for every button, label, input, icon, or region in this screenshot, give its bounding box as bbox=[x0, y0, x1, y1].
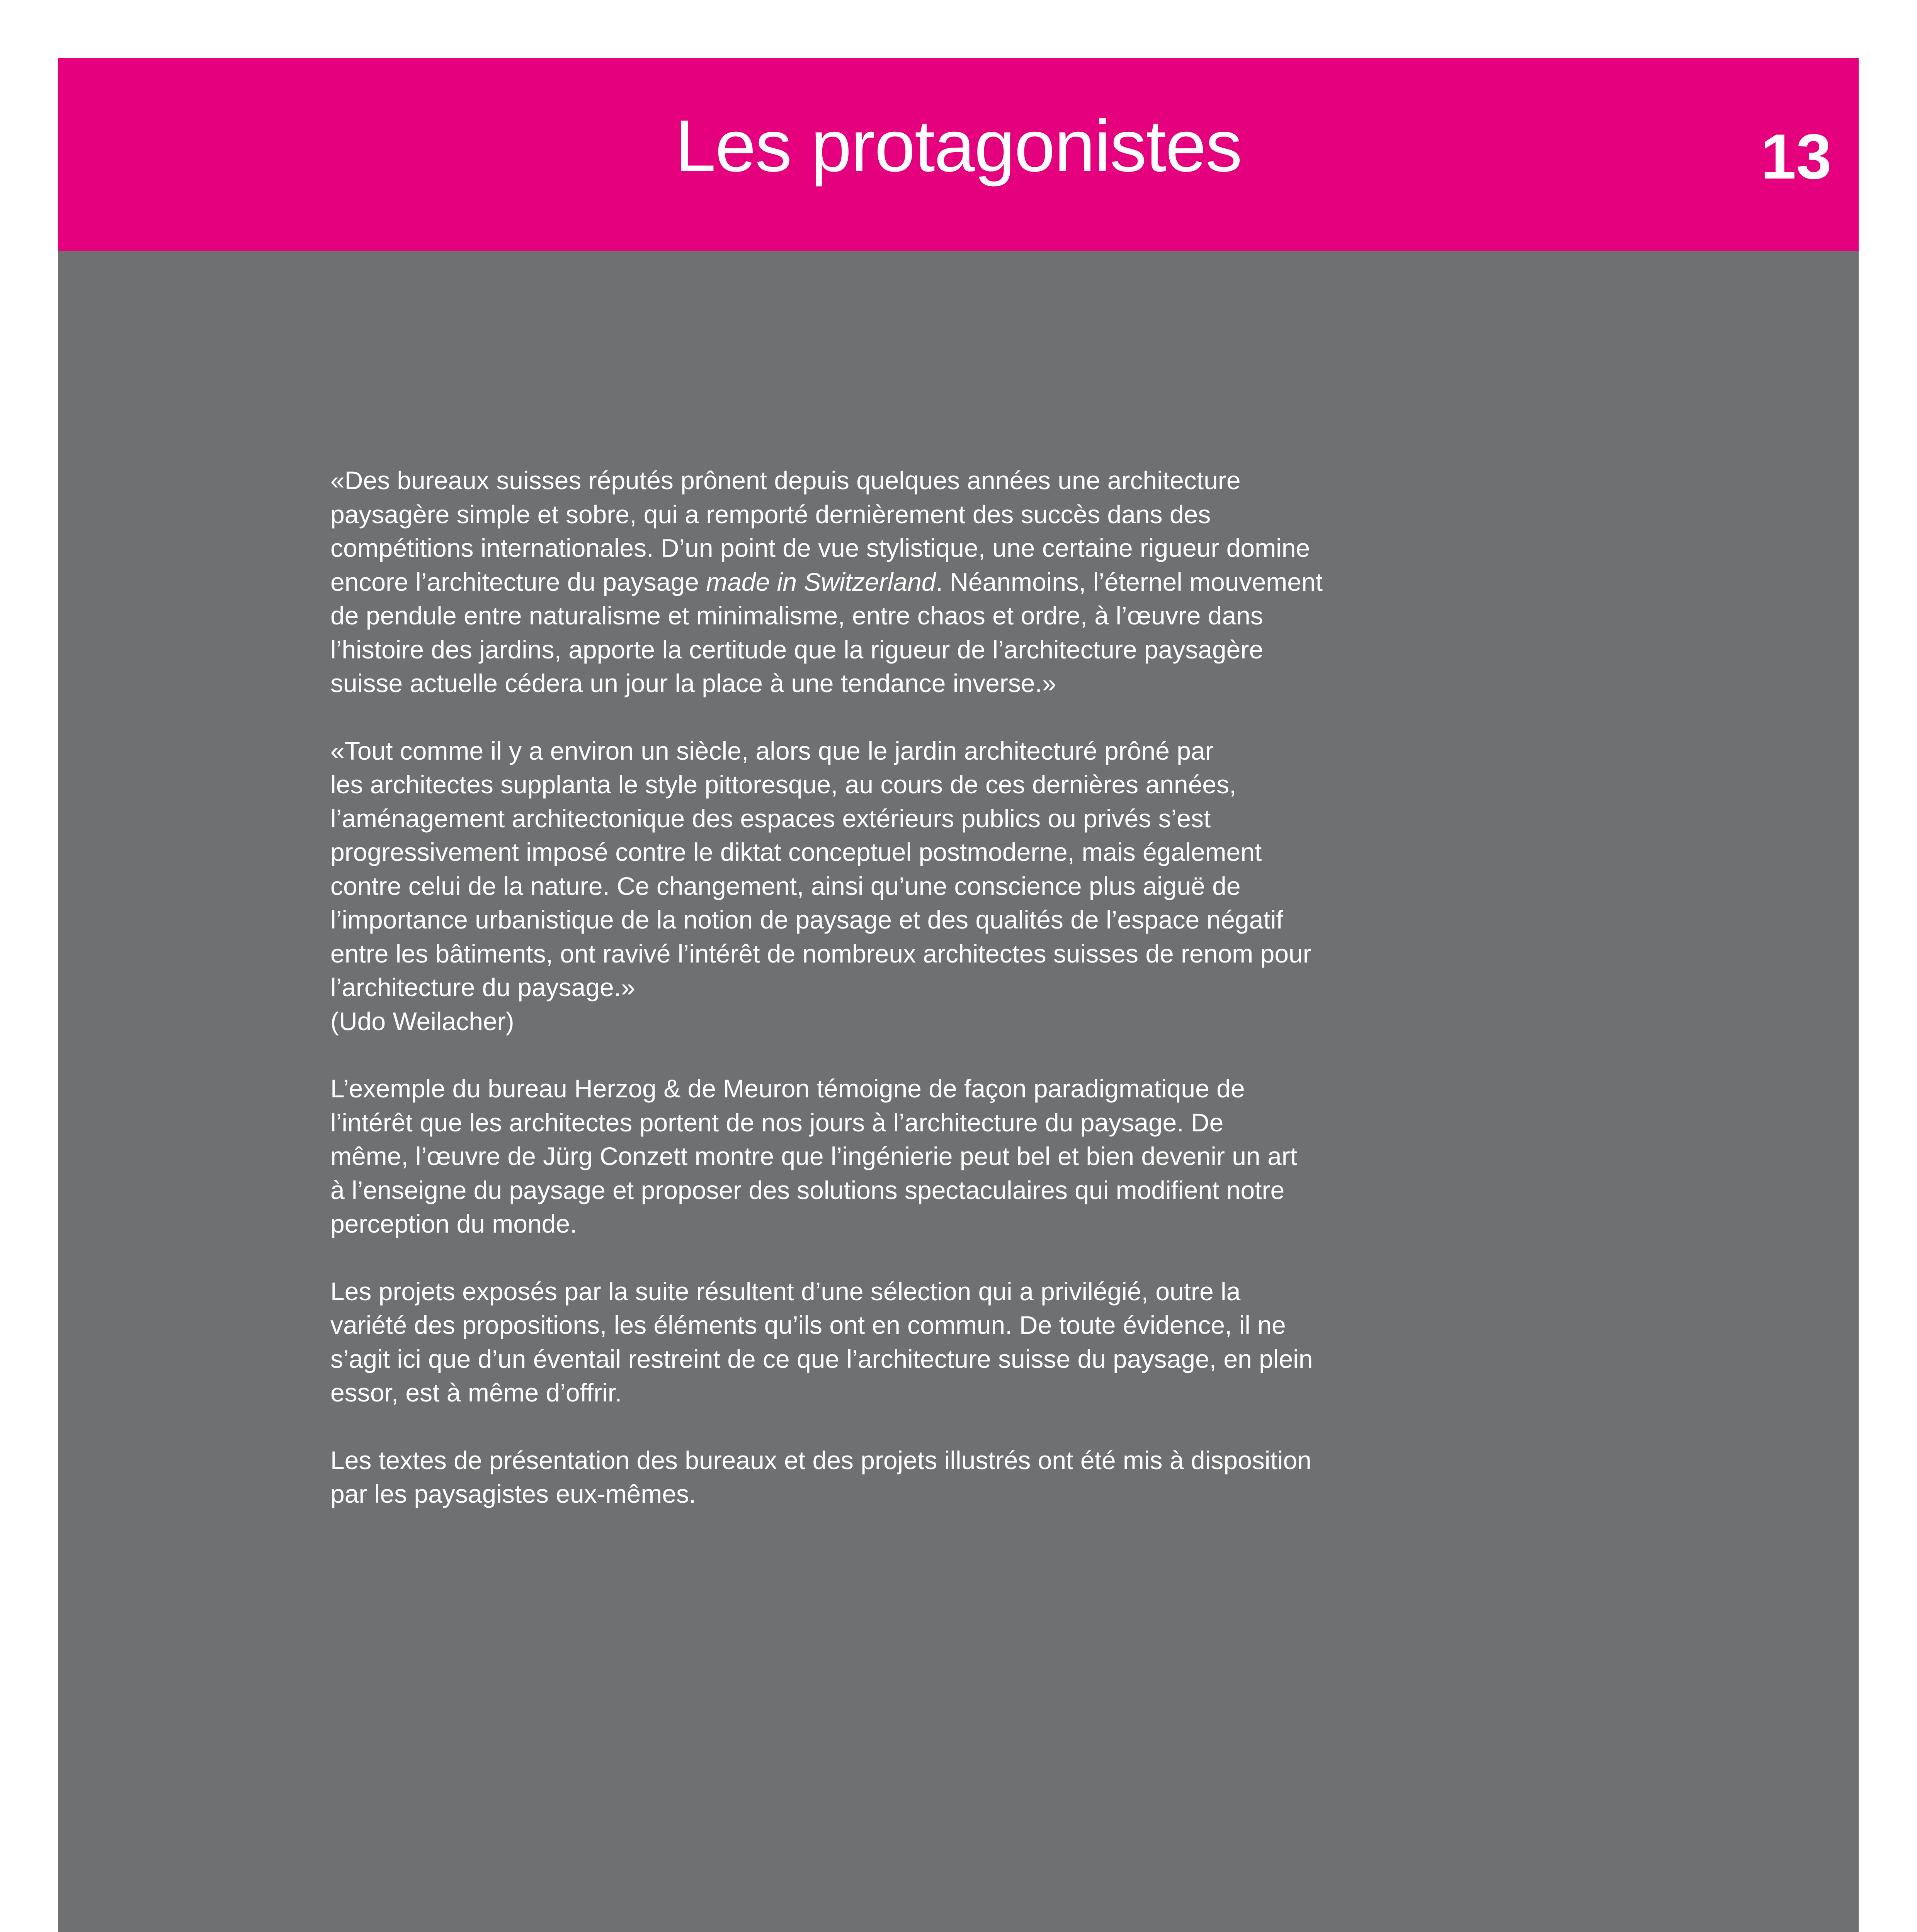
text-line: essor, est à même d’offrir. bbox=[330, 1378, 622, 1407]
text-line: l’aménagement architectonique des espaces extérieurs publics ou privés s’est bbox=[330, 804, 1211, 833]
text-line: variété des propositions, les éléments qu’ils ont en commun. De toute évidence, il ne bbox=[330, 1311, 1286, 1339]
text-line: «Des bureaux suisses réputés prônent depuis quelques années une architecture bbox=[330, 466, 1241, 495]
text-run: encore l’architecture du paysage bbox=[330, 567, 706, 596]
text-line: l’architecture du paysage.» bbox=[330, 973, 635, 1002]
text-run: . Néanmoins, l’éternel mouvement bbox=[936, 567, 1323, 596]
text-line: suisse actuelle cédera un jour la place à une tendance inverse.» bbox=[330, 669, 1056, 697]
text-line: compétitions internationales. D’un point de vue stylistique, une certaine rigueur domine bbox=[330, 534, 1310, 562]
text-line: paysagère simple et sobre, qui a remporté dernièrement des succès dans des bbox=[330, 500, 1211, 529]
text-line: perception du monde. bbox=[330, 1209, 577, 1238]
body-text bbox=[330, 464, 1559, 1545]
text-line: «Tout comme il y a environ un siècle, alors que le jardin architecturé prôné par bbox=[330, 736, 1214, 765]
text-line: à l’enseigne du paysage et proposer des solutions spectaculaires qui modifient notre bbox=[330, 1175, 1285, 1204]
quote-author: (Udo Weilacher) bbox=[330, 1007, 514, 1036]
text-line: L’exemple du bureau Herzog & de Meuron témoigne de façon paradigmatique de bbox=[330, 1074, 1245, 1103]
text-line: par les paysagistes eux-mêmes. bbox=[330, 1480, 696, 1508]
text-line: entre les bâtiments, ont ravivé l’intérêt de nombreux architectes suisses de renom pour bbox=[330, 939, 1311, 968]
paragraph-3 bbox=[330, 1072, 1559, 1241]
text-line: Les textes de présentation des bureaux et des projets illustrés ont été mis à disposition bbox=[330, 1446, 1311, 1475]
text-line: de pendule entre naturalisme et minimalisme, entre chaos et ordre, à l’œuvre dans bbox=[330, 601, 1263, 630]
paragraph-1 bbox=[330, 464, 1559, 701]
italic-phrase: made in Switzerland bbox=[706, 567, 936, 596]
text-line: progressivement imposé contre le diktat conceptuel postmoderne, mais également bbox=[330, 838, 1262, 866]
page-number: 13 bbox=[1761, 121, 1832, 192]
paragraph-5 bbox=[330, 1444, 1559, 1511]
text-line: s’agit ici que d’un éventail restreint de ce que l’architecture suisse du paysage, en plein bbox=[330, 1344, 1313, 1373]
paragraph-2 bbox=[330, 734, 1559, 1039]
paragraph-4 bbox=[330, 1275, 1559, 1410]
text-line: l’intérêt que les architectes portent de nos jours à l’architecture du paysage. De bbox=[330, 1108, 1224, 1137]
text-line: l’histoire des jardins, apporte la certitude que la rigueur de l’architecture paysagère bbox=[330, 635, 1264, 664]
text-line: Les projets exposés par la suite résultent d’une sélection qui a privilégié, outre la bbox=[330, 1277, 1241, 1306]
text-line: l’importance urbanistique de la notion de paysage et des qualités de l’espace négatif bbox=[330, 905, 1283, 934]
text-line: même, l’œuvre de Jürg Conzett montre que l’ingénierie peut bel et bien devenir un art bbox=[330, 1142, 1298, 1170]
page-header bbox=[58, 58, 1859, 251]
text-line bbox=[330, 565, 1559, 599]
text-line: les architectes supplanta le style pittoresque, au cours de ces dernières années, bbox=[330, 770, 1237, 799]
text-line: contre celui de la nature. Ce changement, ainsi qu’une conscience plus aiguë de bbox=[330, 871, 1241, 900]
page-title: Les protagonistes bbox=[675, 105, 1242, 187]
